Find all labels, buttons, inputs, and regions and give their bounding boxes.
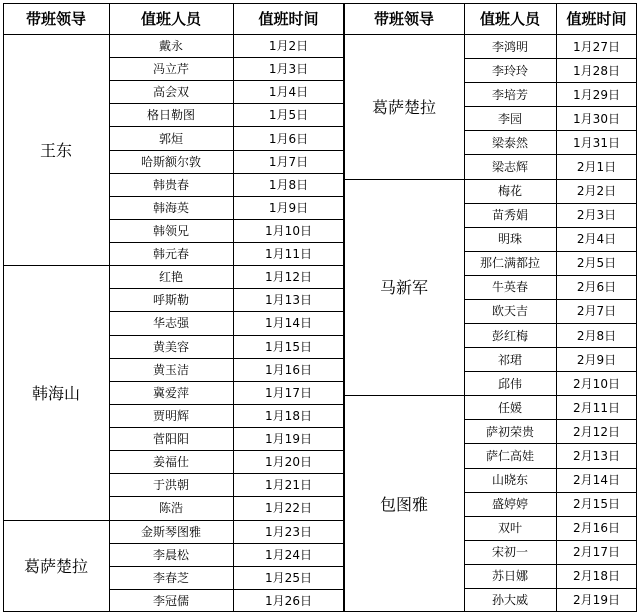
row-divider bbox=[109, 242, 344, 243]
duty-date-cell: 1月17日 bbox=[265, 385, 312, 400]
column-divider bbox=[556, 3, 557, 612]
duty-date-cell: 1月20日 bbox=[265, 455, 312, 470]
duty-date-cell: 1月27日 bbox=[573, 39, 620, 54]
duty-date-cell: 2月9日 bbox=[576, 352, 617, 367]
duty-date-cell: 1月7日 bbox=[268, 154, 309, 169]
row-divider bbox=[464, 275, 637, 276]
duty-date-cell: 2月10日 bbox=[573, 376, 620, 391]
row-divider bbox=[464, 540, 637, 541]
row-divider bbox=[109, 520, 344, 521]
row-divider bbox=[464, 251, 637, 252]
row-divider bbox=[464, 516, 637, 517]
duty-person-cell: 苏日娜 bbox=[491, 569, 528, 584]
duty-person-cell: 李培芳 bbox=[491, 87, 528, 102]
row-divider bbox=[464, 58, 637, 59]
duty-date-cell: 1月13日 bbox=[265, 293, 312, 308]
duty-person-cell: 明珠 bbox=[497, 232, 522, 247]
leader-divider bbox=[3, 520, 109, 521]
duty-person-cell: 冀爱萍 bbox=[152, 385, 189, 400]
duty-person-cell: 彭红梅 bbox=[491, 328, 528, 343]
duty-date-cell: 1月29日 bbox=[573, 87, 620, 102]
duty-date-cell: 2月4日 bbox=[576, 232, 617, 247]
duty-date-cell: 2月12日 bbox=[573, 424, 620, 439]
duty-person-cell: 陈浩 bbox=[158, 501, 183, 516]
duty-date-cell: 1月9日 bbox=[268, 200, 309, 215]
duty-person-cell: 山晓东 bbox=[491, 473, 528, 488]
row-divider bbox=[464, 564, 637, 565]
row-divider bbox=[109, 404, 344, 405]
duty-date-cell: 1月25日 bbox=[265, 570, 312, 585]
row-divider bbox=[109, 589, 344, 590]
duty-person-cell: 红艳 bbox=[158, 270, 183, 285]
duty-date-cell: 2月6日 bbox=[576, 280, 617, 295]
duty-date-cell: 1月30日 bbox=[573, 111, 620, 126]
duty-date-cell: 1月14日 bbox=[265, 316, 312, 331]
header-cell: 值班时间 bbox=[258, 10, 319, 28]
duty-date-cell: 1月22日 bbox=[265, 501, 312, 516]
column-divider bbox=[344, 3, 345, 612]
duty-person-cell: 李玲玲 bbox=[491, 63, 528, 78]
row-divider bbox=[109, 381, 344, 382]
duty-date-cell: 2月16日 bbox=[573, 521, 620, 536]
duty-person-cell: 冯立芹 bbox=[152, 62, 189, 77]
row-divider bbox=[109, 150, 344, 151]
duty-person-cell: 梅花 bbox=[497, 184, 522, 199]
row-divider bbox=[109, 450, 344, 451]
table-border-top bbox=[344, 3, 637, 4]
duty-date-cell: 1月3日 bbox=[268, 62, 309, 77]
duty-person-cell: 菅阳阳 bbox=[152, 432, 189, 447]
row-divider bbox=[109, 57, 344, 58]
duty-person-cell: 哈斯额尔敦 bbox=[140, 154, 201, 169]
row-divider bbox=[464, 468, 637, 469]
row-divider bbox=[464, 588, 637, 589]
table-border-bottom bbox=[344, 611, 637, 612]
duty-person-cell: 梁志辉 bbox=[491, 159, 528, 174]
row-divider bbox=[464, 227, 637, 228]
row-divider bbox=[109, 173, 344, 174]
leader-cell: 包图雅 bbox=[379, 495, 428, 515]
header-cell: 值班时间 bbox=[566, 10, 627, 28]
row-divider bbox=[109, 126, 344, 127]
duty-date-cell: 2月11日 bbox=[573, 400, 620, 415]
duty-date-cell: 2月5日 bbox=[576, 256, 617, 271]
duty-person-cell: 李冠儒 bbox=[152, 593, 189, 608]
duty-date-cell: 1月24日 bbox=[265, 547, 312, 562]
duty-date-cell: 1月21日 bbox=[265, 478, 312, 493]
leader-cell: 王东 bbox=[39, 141, 72, 161]
duty-date-cell: 2月1日 bbox=[576, 159, 617, 174]
row-divider bbox=[109, 103, 344, 104]
duty-person-cell: 萨初荣贵 bbox=[485, 424, 534, 439]
duty-date-cell: 1月19日 bbox=[265, 432, 312, 447]
row-divider bbox=[464, 371, 637, 372]
duty-person-cell: 孙大威 bbox=[491, 593, 528, 608]
duty-person-cell: 李春芝 bbox=[152, 570, 189, 585]
row-divider bbox=[109, 219, 344, 220]
duty-date-cell: 1月4日 bbox=[268, 85, 309, 100]
row-divider bbox=[464, 492, 637, 493]
row-divider bbox=[464, 443, 637, 444]
duty-person-cell: 韩领兄 bbox=[152, 224, 189, 238]
row-divider bbox=[464, 299, 637, 300]
row-divider bbox=[109, 473, 344, 474]
leader-cell: 马新军 bbox=[379, 278, 428, 298]
duty-person-cell: 双叶 bbox=[497, 521, 522, 536]
duty-date-cell: 1月26日 bbox=[265, 593, 312, 608]
row-divider bbox=[464, 154, 637, 155]
duty-date-cell: 1月5日 bbox=[268, 108, 309, 123]
header-cell: 带班领导 bbox=[373, 10, 434, 28]
row-divider bbox=[109, 543, 344, 544]
duty-date-cell: 2月2日 bbox=[576, 184, 617, 199]
row-divider bbox=[464, 395, 637, 396]
row-divider bbox=[109, 358, 344, 359]
duty-date-cell: 2月8日 bbox=[576, 328, 617, 343]
duty-person-cell: 李晨松 bbox=[152, 547, 189, 562]
duty-date-cell: 1月16日 bbox=[265, 362, 312, 377]
leader-cell: 葛萨楚拉 bbox=[371, 97, 436, 117]
row-divider bbox=[464, 323, 637, 324]
row-divider bbox=[109, 196, 344, 197]
roster-right-half bbox=[344, 3, 637, 612]
duty-roster-table bbox=[3, 3, 637, 612]
header-divider bbox=[344, 34, 637, 35]
duty-date-cell: 1月15日 bbox=[265, 339, 312, 354]
table-border-bottom bbox=[3, 611, 344, 612]
duty-person-cell: 欧天吉 bbox=[491, 304, 528, 319]
duty-date-cell: 1月8日 bbox=[268, 177, 309, 192]
duty-person-cell: 于洪朝 bbox=[152, 478, 189, 493]
row-divider bbox=[109, 265, 344, 266]
row-divider bbox=[464, 106, 637, 107]
column-divider bbox=[233, 3, 234, 612]
duty-person-cell: 呼斯勒 bbox=[152, 293, 189, 308]
duty-date-cell: 1月11日 bbox=[265, 247, 312, 262]
column-divider bbox=[3, 3, 4, 612]
leader-divider bbox=[3, 265, 109, 266]
row-divider bbox=[464, 347, 637, 348]
duty-person-cell: 祁珺 bbox=[497, 352, 522, 367]
duty-person-cell: 戴永 bbox=[158, 39, 183, 54]
row-divider bbox=[109, 80, 344, 81]
row-divider bbox=[464, 203, 637, 204]
row-divider bbox=[109, 496, 344, 497]
duty-date-cell: 1月12日 bbox=[265, 270, 312, 285]
duty-date-cell: 1月23日 bbox=[265, 524, 312, 539]
duty-person-cell: 郭烜 bbox=[158, 131, 183, 146]
column-divider bbox=[464, 3, 465, 612]
duty-person-cell: 那仁满都拉 bbox=[479, 256, 540, 271]
duty-date-cell: 2月17日 bbox=[573, 545, 620, 560]
duty-person-cell: 盛婷婷 bbox=[491, 497, 528, 512]
duty-person-cell: 韩贵春 bbox=[152, 177, 189, 192]
row-divider bbox=[109, 311, 344, 312]
leader-divider bbox=[344, 179, 464, 180]
duty-person-cell: 梁泰然 bbox=[491, 135, 528, 150]
row-divider bbox=[109, 566, 344, 567]
row-divider bbox=[464, 179, 637, 180]
duty-date-cell: 2月18日 bbox=[573, 569, 620, 584]
duty-person-cell: 金斯琴图雅 bbox=[140, 524, 201, 539]
roster-left-half bbox=[3, 3, 344, 612]
header-cell: 带班领导 bbox=[25, 10, 86, 28]
row-divider bbox=[109, 427, 344, 428]
leader-cell: 韩海山 bbox=[31, 383, 80, 403]
row-divider bbox=[464, 419, 637, 420]
duty-person-cell: 黄美容 bbox=[152, 339, 189, 354]
table-border-top bbox=[3, 3, 344, 4]
duty-person-cell: 姜福仕 bbox=[152, 455, 189, 470]
duty-person-cell: 牛英春 bbox=[491, 280, 528, 295]
duty-person-cell: 贾明辉 bbox=[152, 408, 189, 423]
duty-date-cell: 1月2日 bbox=[268, 39, 309, 54]
duty-date-cell: 1月6日 bbox=[268, 131, 309, 146]
row-divider bbox=[464, 82, 637, 83]
duty-person-cell: 李鸿明 bbox=[491, 39, 528, 54]
leader-cell: 葛萨楚拉 bbox=[23, 557, 88, 577]
header-divider bbox=[3, 34, 344, 35]
row-divider bbox=[109, 288, 344, 289]
leader-divider bbox=[344, 395, 464, 396]
duty-date-cell: 2月19日 bbox=[573, 593, 620, 608]
duty-date-cell: 2月15日 bbox=[573, 497, 620, 512]
duty-person-cell: 韩海英 bbox=[152, 200, 189, 215]
duty-person-cell: 高会双 bbox=[152, 85, 189, 100]
duty-date-cell: 1月31日 bbox=[573, 135, 620, 150]
duty-person-cell: 华志强 bbox=[152, 316, 189, 331]
duty-person-cell: 苗秀娟 bbox=[491, 208, 528, 223]
header-cell: 值班人员 bbox=[479, 10, 540, 28]
duty-person-cell: 任媛 bbox=[497, 400, 522, 415]
duty-date-cell: 2月3日 bbox=[576, 208, 617, 223]
duty-person-cell: 邱伟 bbox=[497, 376, 522, 391]
row-divider bbox=[464, 130, 637, 131]
duty-person-cell: 格日勒图 bbox=[146, 108, 195, 123]
table-border-right bbox=[636, 3, 637, 612]
duty-person-cell: 黄玉洁 bbox=[152, 362, 189, 377]
duty-date-cell: 1月10日 bbox=[265, 224, 312, 238]
row-divider bbox=[109, 335, 344, 336]
duty-date-cell: 1月18日 bbox=[265, 408, 312, 423]
duty-date-cell: 2月7日 bbox=[576, 304, 617, 319]
duty-person-cell: 韩元春 bbox=[152, 247, 189, 262]
duty-date-cell: 2月13日 bbox=[573, 448, 620, 463]
duty-date-cell: 1月28日 bbox=[573, 63, 620, 78]
duty-person-cell: 李园 bbox=[497, 111, 522, 126]
duty-person-cell: 萨仁高娃 bbox=[485, 448, 534, 463]
column-divider bbox=[109, 3, 110, 612]
header-cell: 值班人员 bbox=[140, 10, 201, 28]
duty-person-cell: 宋初一 bbox=[491, 545, 528, 560]
duty-date-cell: 2月14日 bbox=[573, 473, 620, 488]
